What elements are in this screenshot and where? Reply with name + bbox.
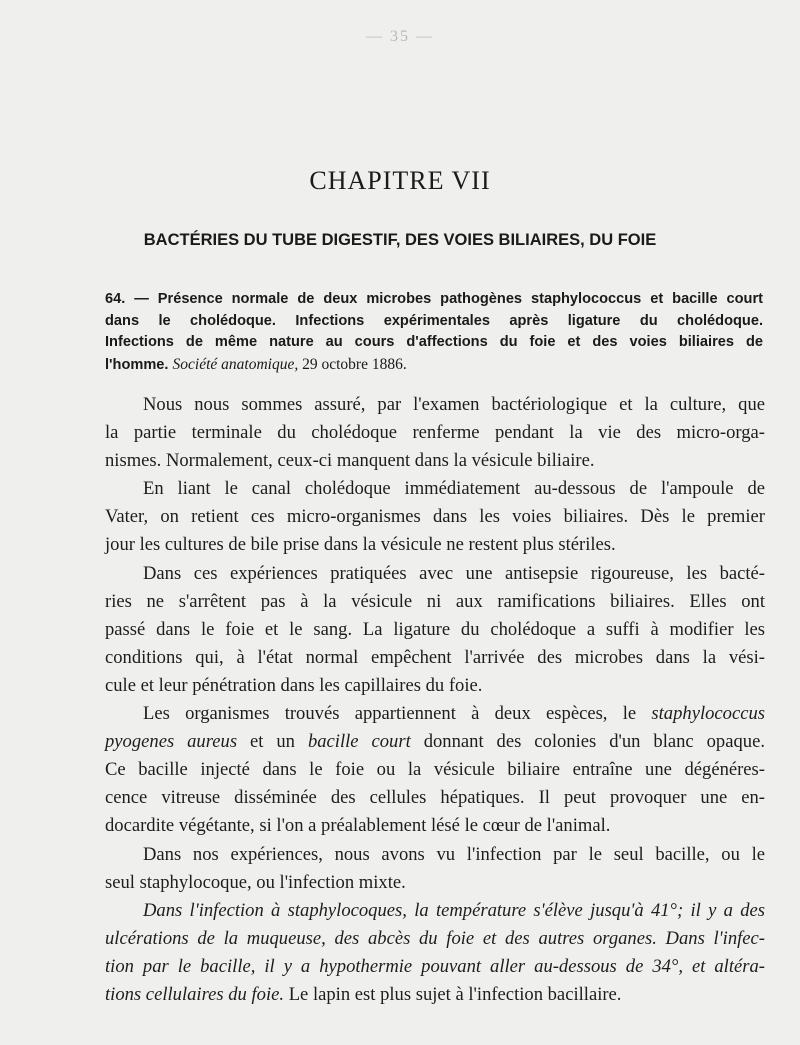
summary-line-1: 64. — Présence normale de deux microbes pathogènes staphylococcus et bacille court — [105, 291, 764, 307]
section-title: BACTÉRIES DU TUBE DIGESTIF, DES VOIES BILIAIRES, DU FOIE — [143, 231, 657, 249]
paragraph-line: Nous nous sommes assuré, par l'examen bactériologique et la culture, que — [143, 394, 765, 415]
paragraph-line: Ce bacille injecté dans le foie ou la vésicule biliaire entraîne une dégénéres- — [105, 759, 765, 781]
paragraph-line: Dans nos expériences, nous avons vu l'infection par le seul bacille, ou le — [143, 843, 765, 865]
body-text — [105, 391, 765, 1009]
paragraph-line: ries ne s'arrêtent pas à la vésicule ni aux ramifications biliaires. Elles ont — [105, 590, 765, 612]
paragraph-line: tions cellulaires du foie. Le lapin est plus sujet à l'infection bacillaire. — [105, 983, 622, 1005]
paragraph-line: cule et leur pénétration dans les capillaires du foie. — [105, 674, 483, 696]
paragraph-line: ulcérations de la muqueuse, des abcès du foie et des autres organes. Dans l'infec- — [105, 927, 765, 949]
paragraph-line: Vater, on retient ces micro-organismes dans les voies biliaires. Dès le premier — [105, 506, 765, 528]
entry-source: Société anatomique, — [172, 355, 299, 373]
paragraph-line: docardite végétante, si l'on a préalablement lésé le cœur de l'animal. — [105, 815, 611, 837]
chapter-title: CHAPITRE VII — [309, 166, 491, 195]
paragraph-line: tion par le bacille, il y a hypothermie pouvant aller au-dessous de 34°, et altéra- — [105, 955, 765, 977]
paragraph-line: jour les cultures de bile prise dans la vésicule ne restent plus stériles. — [105, 534, 616, 556]
summary-line-3: Infections de même nature au cours d'affections du foie et des voies biliaires de — [105, 334, 763, 350]
page-number: — 35 — — [366, 28, 434, 45]
entry-number: 64. — [105, 291, 126, 307]
paragraph-line: cence vitreuse disséminée des cellules hépatiques. Il peut provoquer une en- — [105, 787, 765, 809]
entry-date: 29 octobre 1886. — [302, 355, 407, 373]
summary-line-2: dans le cholédoque. Infections expérimentales après ligature du cholédoque. — [105, 312, 763, 329]
paragraph-line: pyogenes aureus et un bacille court donnant des colonies d'un blanc opaque. — [105, 731, 765, 753]
paragraph-line: passé dans le foie et le sang. La ligature du cholédoque a suffi à modifier les — [105, 618, 765, 640]
entry-summary — [105, 289, 763, 376]
paragraph-line: la partie terminale du cholédoque renferme pendant la vie des micro-orga- — [105, 422, 765, 444]
summary-line-4: l'homme. Société anatomique, 29 octobre 1886. — [105, 355, 407, 373]
paragraph-line: En liant le canal cholédoque immédiatement au-dessous de l'ampoule de — [143, 478, 765, 500]
paragraph-line: conditions qui, à l'état normal empêchent l'arrivée des microbes dans la vési- — [105, 646, 765, 668]
paragraph-line: Dans l'infection à staphylocoques, la température s'élève jusqu'à 41°; il y a des — [143, 899, 765, 921]
paragraph-line: nismes. Normalement, ceux-ci manquent dans la vésicule biliaire. — [105, 450, 595, 472]
paragraph-line: Dans ces expériences pratiquées avec une antisepsie rigoureuse, les bacté- — [143, 562, 765, 584]
paragraph-line: Les organismes trouvés appartiennent à deux espèces, le staphylococcus — [143, 703, 766, 725]
paragraph-line: seul staphylocoque, ou l'infection mixte. — [105, 871, 406, 893]
